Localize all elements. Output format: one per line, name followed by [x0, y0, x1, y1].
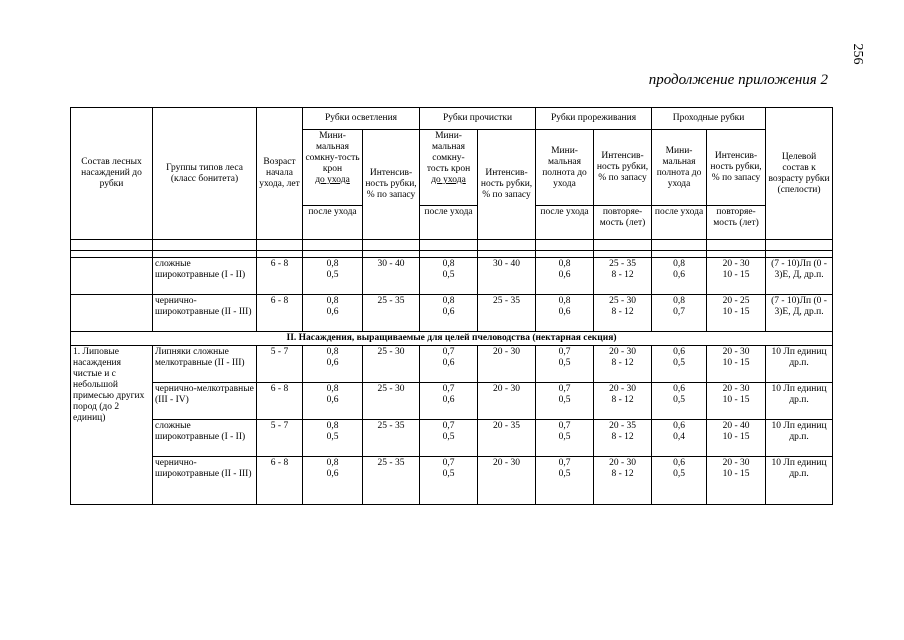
header-prz-after: после ухода [536, 206, 594, 240]
header-groups: Группы типов леса (класс бонитета) [153, 108, 257, 240]
table-row [71, 346, 833, 383]
prh-density-cell: 0,6 0,4 [652, 420, 707, 457]
prz-density-cell: 0,7 0,5 [536, 346, 594, 383]
pro-int-cell: 20 - 35 [478, 420, 536, 457]
pro-cover-cell: 0,7 0,5 [420, 420, 478, 457]
osv-int-cell: 25 - 30 [363, 383, 420, 420]
pro-int-cell: 20 - 30 [478, 346, 536, 383]
composition-cell [71, 295, 153, 332]
header-prh-density: Мини-мальная полнота до ухода [652, 130, 707, 206]
osv-int-cell: 25 - 35 [363, 295, 420, 332]
header-age: Возраст начала ухода, лет [257, 108, 303, 240]
header-composition: Состав лесных насаждений до рубки [71, 108, 153, 240]
target-cell: 10 Лп единиц др.п. [766, 346, 833, 383]
header-osv-cover: Мини-мальная сомкну-тость крон до ухода [303, 130, 363, 206]
osv-int-cell: 25 - 35 [363, 457, 420, 505]
prz-int-cell: 25 - 30 8 - 12 [594, 295, 652, 332]
section-composition-cell: 1. Липовые насаждения чистые и с небольшой примесью других пород (до 2 единиц) [71, 346, 153, 505]
header-target: Целевой состав к возрасту рубки (спелости) [766, 108, 833, 240]
osv-cover-cell: 0,8 0,6 [303, 346, 363, 383]
prh-int-cell: 20 - 30 10 - 15 [707, 383, 766, 420]
age-cell: 5 - 7 [257, 420, 303, 457]
pro-int-cell: 30 - 40 [478, 258, 536, 295]
prz-density-cell: 0,7 0,5 [536, 420, 594, 457]
prh-density-cell: 0,6 0,5 [652, 346, 707, 383]
continuation-title: продолжение приложения 2 [648, 72, 828, 88]
header-prz-intensity: Интенсив-ность рубки, % по запасу [594, 130, 652, 206]
age-cell: 6 - 8 [257, 258, 303, 295]
table-row [71, 457, 833, 505]
prh-int-cell: 20 - 30 10 - 15 [707, 457, 766, 505]
age-cell: 6 - 8 [257, 295, 303, 332]
pro-cover-cell: 0,8 0,6 [420, 295, 478, 332]
pro-cover-cell: 0,8 0,5 [420, 258, 478, 295]
prh-int-cell: 20 - 25 10 - 15 [707, 295, 766, 332]
group-cell: чернично-широкотравные (II - III) [153, 295, 257, 332]
prz-density-cell: 0,8 0,6 [536, 295, 594, 332]
table-row [71, 383, 833, 420]
prh-int-cell: 20 - 30 10 - 15 [707, 346, 766, 383]
prz-int-cell: 20 - 30 8 - 12 [594, 457, 652, 505]
header-pro-intensity: Интенсив-ность рубки, % по запасу [478, 130, 536, 240]
header-pro-cover: Мини-мальная сомкну-тость крон до ухода [420, 130, 478, 206]
prh-int-cell: 20 - 40 10 - 15 [707, 420, 766, 457]
age-cell: 5 - 7 [257, 346, 303, 383]
composition-cell [71, 258, 153, 295]
header-row-1 [71, 108, 833, 130]
header-prokhodnye: Проходные рубки [652, 108, 766, 130]
age-cell: 6 - 8 [257, 383, 303, 420]
prz-density-cell: 0,7 0,5 [536, 457, 594, 505]
osv-cover-cell: 0,8 0,6 [303, 457, 363, 505]
header-prochistki: Рубки прочистки [420, 108, 536, 130]
forest-care-table [70, 107, 833, 505]
header-pro-after: после ухода [420, 206, 478, 240]
prh-density-cell: 0,8 0,7 [652, 295, 707, 332]
table-row [71, 295, 833, 332]
pro-cover-cell: 0,7 0,6 [420, 383, 478, 420]
pro-int-cell: 20 - 30 [478, 457, 536, 505]
osv-cover-cell: 0,8 0,6 [303, 383, 363, 420]
target-cell: (7 - 10)Лп (0 - 3)Е, Д, др.п. [766, 295, 833, 332]
osv-cover-cell: 0,8 0,6 [303, 295, 363, 332]
target-cell: 10 Лп единиц др.п. [766, 383, 833, 420]
osv-cover-cell: 0,8 0,5 [303, 420, 363, 457]
header-osv-intensity: Интенсив-ность рубки, % по запасу [363, 130, 420, 240]
header-prh-after: после ухода [652, 206, 707, 240]
pro-cover-cell: 0,7 0,6 [420, 346, 478, 383]
prz-int-cell: 20 - 30 8 - 12 [594, 346, 652, 383]
osv-cover-cell: 0,8 0,5 [303, 258, 363, 295]
spacer-row-2 [71, 251, 833, 258]
prz-int-cell: 20 - 30 8 - 12 [594, 383, 652, 420]
section-title: II. Насаждения, выращиваемые для целей пчеловодства (нектарная секция) [71, 332, 833, 346]
osv-int-cell: 25 - 35 [363, 420, 420, 457]
page-number: 256 [850, 43, 865, 65]
pro-int-cell: 20 - 30 [478, 383, 536, 420]
header-prorezhivaniya: Рубки прореживания [536, 108, 652, 130]
header-prz-density: Мини-мальная полнота до ухода [536, 130, 594, 206]
group-cell: сложные широкотравные (I - II) [153, 258, 257, 295]
table-row [71, 420, 833, 457]
prz-density-cell: 0,8 0,6 [536, 258, 594, 295]
group-cell: сложные широкотравные (I - II) [153, 420, 257, 457]
pro-cover-cell: 0,7 0,5 [420, 457, 478, 505]
spacer-row [71, 240, 833, 251]
header-prh-repeat: повторяе-мость (лет) [707, 206, 766, 240]
header-osvetlenie: Рубки осветления [303, 108, 420, 130]
pro-int-cell: 25 - 35 [478, 295, 536, 332]
header-prh-intensity: Интенсив-ность рубки, % по запасу [707, 130, 766, 206]
section-row [71, 332, 833, 346]
age-cell: 6 - 8 [257, 457, 303, 505]
prh-density-cell: 0,8 0,6 [652, 258, 707, 295]
target-cell: 10 Лп единиц др.п. [766, 457, 833, 505]
osv-int-cell: 30 - 40 [363, 258, 420, 295]
prh-density-cell: 0,6 0,5 [652, 457, 707, 505]
prz-int-cell: 25 - 35 8 - 12 [594, 258, 652, 295]
group-cell: Липняки сложные мелкотравные (II - III) [153, 346, 257, 383]
prh-density-cell: 0,6 0,5 [652, 383, 707, 420]
group-cell: чернично-мелкотравные (III - IV) [153, 383, 257, 420]
group-cell: чернично-широкотравные (II - III) [153, 457, 257, 505]
header-prz-repeat: повторяе-мость (лет) [594, 206, 652, 240]
table-row [71, 258, 833, 295]
target-cell: 10 Лп единиц др.п. [766, 420, 833, 457]
osv-int-cell: 25 - 30 [363, 346, 420, 383]
prz-int-cell: 20 - 35 8 - 12 [594, 420, 652, 457]
prh-int-cell: 20 - 30 10 - 15 [707, 258, 766, 295]
prz-density-cell: 0,7 0,5 [536, 383, 594, 420]
target-cell: (7 - 10)Лп (0 - 3)Е, Д, др.п. [766, 258, 833, 295]
header-osv-after: после ухода [303, 206, 363, 240]
